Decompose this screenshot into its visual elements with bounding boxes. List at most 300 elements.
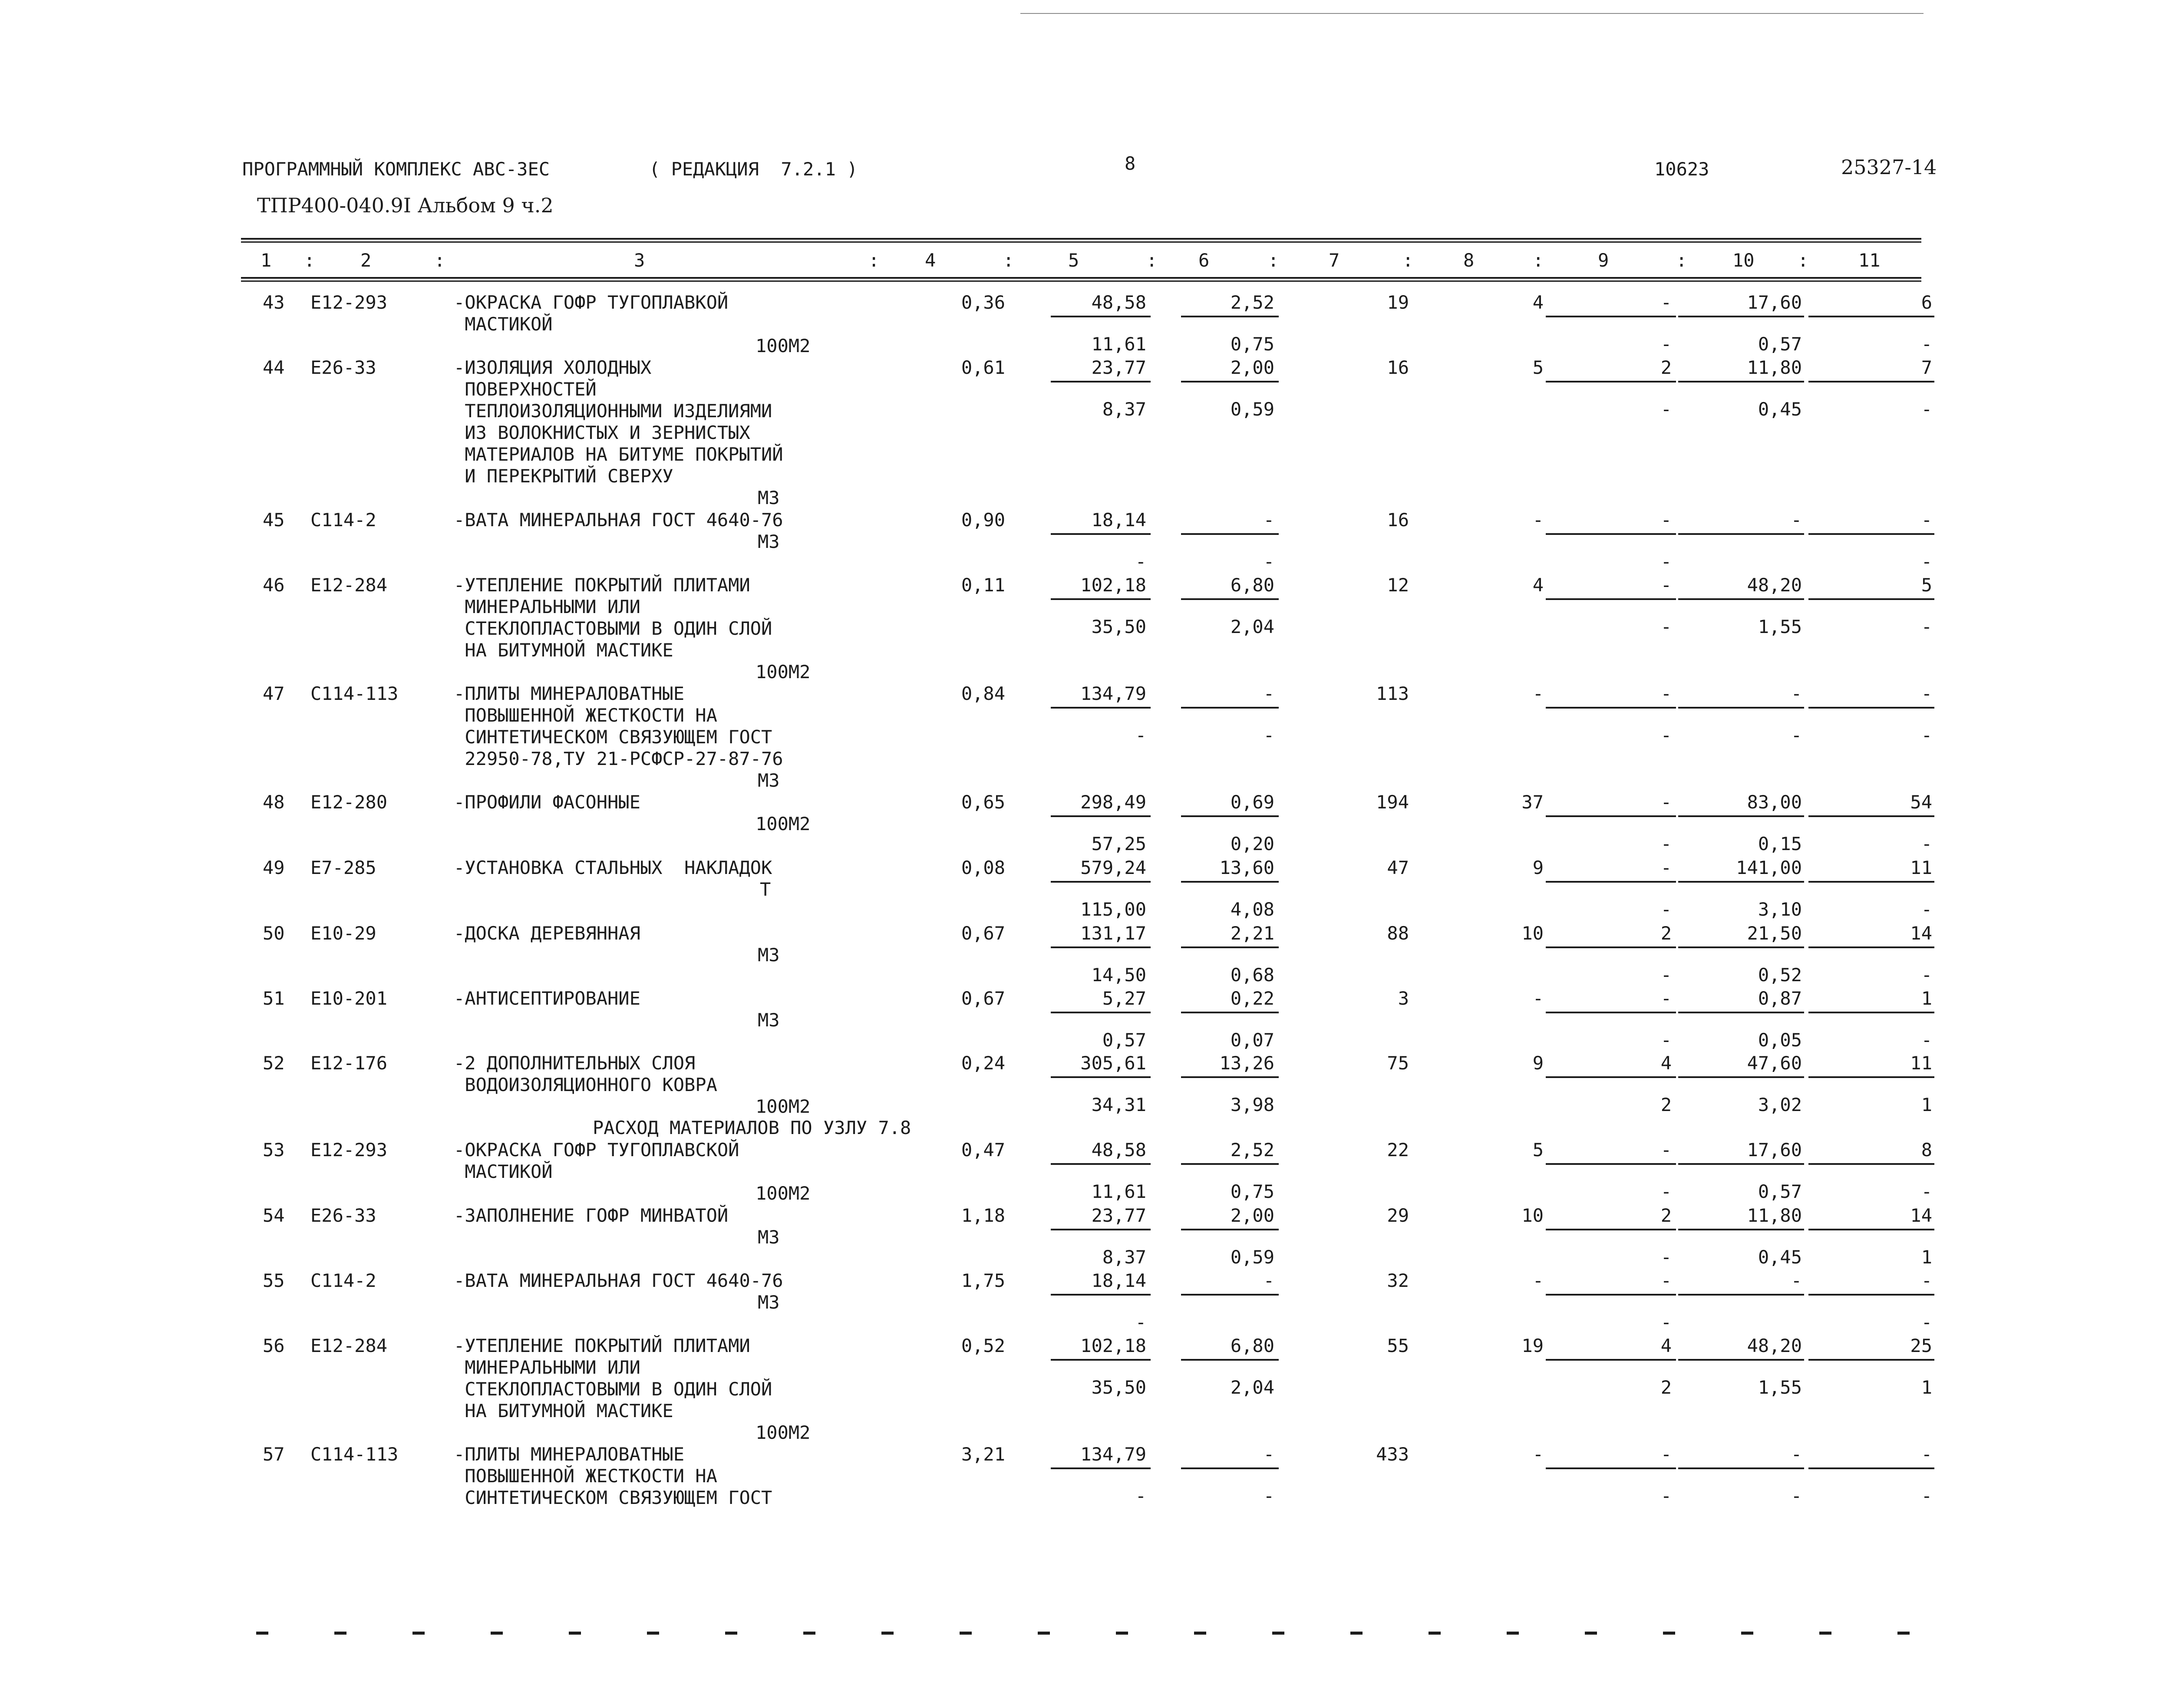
unit-cost-machines: 0,69	[1230, 791, 1274, 813]
total-machines: -	[1660, 857, 1672, 878]
program-name: ПРОГРАММНЫЙ КОМПЛЕКС АВС-3ЕС	[242, 158, 550, 180]
labor-machine-total: -	[1921, 1181, 1932, 1202]
work-description: ИЗ ВОЛОКНИСТЫХ И ЗЕРНИСТЫХ	[454, 422, 750, 443]
labor-machine-total: -	[1921, 616, 1932, 637]
row-number: 49	[263, 857, 285, 878]
total-wages: 37	[1521, 791, 1544, 813]
total-cost: 3	[1398, 988, 1409, 1009]
total-wages: 5	[1532, 1139, 1544, 1161]
total-wages: 10	[1521, 1205, 1544, 1226]
unit-wages: 11,61	[1091, 1181, 1146, 1202]
value-rule	[1181, 1359, 1279, 1361]
norm-code: С114-113	[310, 1444, 399, 1465]
unit-cost-machines: 2,21	[1230, 923, 1274, 944]
column-number-8: 8	[1463, 250, 1475, 271]
value-rule	[1546, 533, 1676, 535]
unit-of-measure: 100М2	[756, 661, 811, 683]
unit-cost-total: 134,79	[1080, 1444, 1146, 1465]
column-number-3: 3	[634, 250, 645, 271]
total-machines: -	[1660, 1270, 1672, 1291]
row-number: 43	[263, 292, 285, 313]
unit-wages: 35,50	[1091, 1377, 1146, 1398]
value-rule	[1808, 815, 1934, 817]
unit-cost-machines: 2,00	[1230, 357, 1274, 378]
machine-wages-total: -	[1660, 1181, 1672, 1202]
labor-total: 25	[1910, 1335, 1932, 1356]
dash-mark	[1585, 1632, 1597, 1635]
dash-mark	[1429, 1632, 1441, 1635]
total-wages: -	[1532, 988, 1544, 1009]
unit-cost-total: 102,18	[1080, 574, 1146, 596]
value-rule	[1808, 1076, 1934, 1078]
value-rule	[1546, 881, 1676, 883]
unit-machine-wages: 0,07	[1230, 1029, 1274, 1051]
header-rule-top	[241, 238, 1921, 240]
total-machines: -	[1660, 292, 1672, 313]
labor-total: 14	[1910, 923, 1932, 944]
value-rule	[1546, 707, 1676, 709]
quantity: 0,65	[961, 791, 1005, 813]
total-machines: 4	[1660, 1052, 1672, 1074]
machine-wages-total: -	[1660, 399, 1672, 420]
unit-of-measure: М3	[758, 531, 780, 552]
value-rule	[1546, 1294, 1676, 1296]
unit-of-measure: М3	[758, 1227, 780, 1248]
unit-wages: 8,37	[1102, 399, 1146, 420]
value-rule	[1808, 1229, 1934, 1230]
value-rule	[1546, 1163, 1676, 1165]
total-wages: -	[1532, 509, 1544, 531]
unit-machine-wages: -	[1263, 551, 1274, 572]
unit-cost-total: 48,58	[1091, 1139, 1146, 1161]
value-rule	[1181, 533, 1279, 535]
row-number: 55	[263, 1270, 285, 1291]
column-number-11: 11	[1858, 250, 1881, 271]
value-rule	[1808, 1012, 1934, 1013]
header-rule-bottom	[241, 277, 1921, 279]
total-wages: 4	[1532, 574, 1544, 596]
labor-machine-unit: -	[1791, 1485, 1802, 1507]
work-description: -ПЛИТЫ МИНЕРАЛОВАТНЫЕ	[454, 683, 685, 704]
unit-machine-wages: 0,75	[1230, 333, 1274, 355]
total-cost: 29	[1387, 1205, 1409, 1226]
labor-total: -	[1921, 683, 1932, 704]
work-description: -ВАТА МИНЕРАЛЬНАЯ ГОСТ 4640-76	[454, 509, 783, 531]
unit-cost-total: 579,24	[1080, 857, 1146, 878]
quantity: 0,67	[961, 923, 1005, 944]
row-number: 48	[263, 791, 285, 813]
labor-machine-total: -	[1921, 399, 1932, 420]
page-number: 8	[1125, 153, 1136, 174]
unit-wages: -	[1135, 551, 1146, 572]
value-rule	[1678, 533, 1804, 535]
dash-mark	[725, 1632, 737, 1635]
norm-code: Е26-33	[310, 1205, 376, 1226]
labor-machine-total: -	[1921, 833, 1932, 854]
norm-code: Е7-285	[310, 857, 376, 878]
norm-code: Е26-33	[310, 357, 376, 378]
value-rule	[1051, 815, 1151, 817]
labor-machine-unit: 3,02	[1758, 1094, 1802, 1115]
value-rule	[1678, 1294, 1804, 1296]
labor-total: 8	[1921, 1139, 1932, 1161]
unit-machine-wages: 0,20	[1230, 833, 1274, 854]
work-description: -ПРОФИЛИ ФАСОННЫЕ	[454, 791, 640, 813]
quantity: 3,21	[961, 1444, 1005, 1465]
labor-unit: -	[1791, 1444, 1802, 1465]
labor-machine-total: -	[1921, 1312, 1932, 1333]
labor-machine-unit: 1,55	[1758, 616, 1802, 637]
row-number: 57	[263, 1444, 285, 1465]
unit-wages: 115,00	[1080, 899, 1146, 920]
value-rule	[1546, 1229, 1676, 1230]
unit-cost-total: 134,79	[1080, 683, 1146, 704]
column-number-5: 5	[1068, 250, 1079, 271]
column-separator: :	[304, 250, 315, 271]
unit-wages: 34,31	[1091, 1094, 1146, 1115]
column-number-9: 9	[1598, 250, 1609, 271]
total-cost: 433	[1376, 1444, 1409, 1465]
work-description: МАТЕРИАЛОВ НА БИТУМЕ ПОКРЫТИЙ	[454, 444, 783, 465]
row-number: 45	[263, 509, 285, 531]
total-machines: -	[1660, 791, 1672, 813]
work-description: -ИЗОЛЯЦИЯ ХОЛОДНЫХ	[454, 357, 652, 378]
value-rule	[1808, 1163, 1934, 1165]
unit-wages: 35,50	[1091, 616, 1146, 637]
total-machines: 2	[1660, 1205, 1672, 1226]
value-rule	[1051, 533, 1151, 535]
total-cost: 75	[1387, 1052, 1409, 1074]
unit-of-measure: М3	[758, 1009, 780, 1031]
unit-of-measure: 100М2	[756, 1422, 811, 1443]
row-number: 51	[263, 988, 285, 1009]
labor-machine-unit: 0,15	[1758, 833, 1802, 854]
labor-machine-unit: 1,55	[1758, 1377, 1802, 1398]
total-machines: -	[1660, 683, 1672, 704]
value-rule	[1181, 1467, 1279, 1469]
labor-total: -	[1921, 1444, 1932, 1465]
unit-machine-wages: -	[1263, 725, 1274, 746]
value-rule	[1808, 1467, 1934, 1469]
value-rule	[1051, 1467, 1151, 1469]
value-rule	[1546, 1076, 1676, 1078]
unit-machine-wages: 2,04	[1230, 616, 1274, 637]
quantity: 0,84	[961, 683, 1005, 704]
value-rule	[1808, 881, 1934, 883]
dash-mark	[1819, 1632, 1831, 1635]
machine-wages-total: -	[1660, 1246, 1672, 1268]
total-cost: 19	[1387, 292, 1409, 313]
column-separator: :	[434, 250, 445, 271]
quantity: 0,47	[961, 1139, 1005, 1161]
value-rule	[1808, 598, 1934, 600]
unit-wages: -	[1135, 1485, 1146, 1507]
value-rule	[1678, 1012, 1804, 1013]
value-rule	[1051, 598, 1151, 600]
column-separator: :	[1533, 250, 1544, 271]
unit-cost-total: 18,14	[1091, 509, 1146, 531]
dash-mark	[412, 1632, 425, 1635]
value-rule	[1181, 1012, 1279, 1013]
value-rule	[1808, 533, 1934, 535]
value-rule	[1678, 881, 1804, 883]
value-rule	[1181, 815, 1279, 817]
labor-unit: 141,00	[1736, 857, 1802, 878]
labor-total: 54	[1910, 791, 1932, 813]
labor-unit: -	[1791, 683, 1802, 704]
unit-of-measure: 100М2	[756, 1183, 811, 1204]
work-description: МИНЕРАЛЬНЫМИ ИЛИ	[454, 1357, 640, 1378]
labor-machine-total: -	[1921, 1485, 1932, 1507]
quantity: 0,24	[961, 1052, 1005, 1074]
labor-total: 6	[1921, 292, 1932, 313]
value-rule	[1051, 946, 1151, 948]
value-rule	[1678, 1467, 1804, 1469]
labor-unit: 21,50	[1747, 923, 1802, 944]
unit-cost-machines: 6,80	[1230, 1335, 1274, 1356]
work-description: -УТЕПЛЕНИЕ ПОКРЫТИЙ ПЛИТАМИ	[454, 574, 750, 596]
row-number: 52	[263, 1052, 285, 1074]
unit-machine-wages: -	[1263, 1485, 1274, 1507]
total-machines: 4	[1660, 1335, 1672, 1356]
unit-cost-machines: -	[1263, 1444, 1274, 1465]
column-number-4: 4	[925, 250, 936, 271]
dash-mark	[256, 1632, 268, 1635]
dash-mark	[569, 1632, 581, 1635]
value-rule	[1546, 815, 1676, 817]
work-description: ПОВЫШЕННОЙ ЖЕСТКОСТИ НА	[454, 1465, 717, 1487]
unit-cost-total: 18,14	[1091, 1270, 1146, 1291]
unit-cost-total: 48,58	[1091, 292, 1146, 313]
unit-cost-machines: 13,26	[1219, 1052, 1274, 1074]
work-description: -АНТИСЕПТИРОВАНИЕ	[454, 988, 640, 1009]
value-rule	[1181, 1163, 1279, 1165]
work-description: СИНТЕТИЧЕСКОМ СВЯЗУЮЩЕМ ГОСТ	[454, 1487, 772, 1508]
total-cost: 113	[1376, 683, 1409, 704]
machine-wages-total: -	[1660, 899, 1672, 920]
total-machines: -	[1660, 1139, 1672, 1161]
norm-code: Е12-280	[310, 791, 388, 813]
unit-machine-wages: 0,59	[1230, 399, 1274, 420]
value-rule	[1051, 1359, 1151, 1361]
column-separator: :	[1146, 250, 1158, 271]
machine-wages-total: -	[1660, 1029, 1672, 1051]
work-description: ПОВЫШЕННОЙ ЖЕСТКОСТИ НА	[454, 705, 717, 726]
unit-of-measure: Т	[760, 879, 771, 900]
unit-cost-total: 23,77	[1091, 357, 1146, 378]
total-machines: 2	[1660, 923, 1672, 944]
value-rule	[1546, 598, 1676, 600]
row-number: 47	[263, 683, 285, 704]
total-machines: -	[1660, 509, 1672, 531]
value-rule	[1678, 707, 1804, 709]
labor-unit: 83,00	[1747, 791, 1802, 813]
value-rule	[1181, 881, 1279, 883]
quantity: 0,52	[961, 1335, 1005, 1356]
value-rule	[1808, 381, 1934, 382]
labor-machine-unit: 0,45	[1758, 1246, 1802, 1268]
dash-mark	[1507, 1632, 1519, 1635]
labor-unit: -	[1791, 509, 1802, 531]
dash-mark	[334, 1632, 346, 1635]
norm-code: Е12-284	[310, 574, 388, 596]
work-description: МИНЕРАЛЬНЫМИ ИЛИ	[454, 596, 640, 617]
unit-machine-wages: 0,75	[1230, 1181, 1274, 1202]
row-number: 56	[263, 1335, 285, 1356]
work-description: ВОДОИЗОЛЯЦИОННОГО КОВРА	[454, 1074, 717, 1095]
total-cost: 194	[1376, 791, 1409, 813]
value-rule	[1678, 946, 1804, 948]
dash-mark	[1663, 1632, 1675, 1635]
work-description: СИНТЕТИЧЕСКОМ СВЯЗУЮЩЕМ ГОСТ	[454, 726, 772, 748]
quantity: 0,90	[961, 509, 1005, 531]
dash-mark	[491, 1632, 503, 1635]
total-wages: 5	[1532, 357, 1544, 378]
unit-cost-machines: 13,60	[1219, 857, 1274, 878]
total-cost: 16	[1387, 357, 1409, 378]
labor-total: -	[1921, 509, 1932, 531]
machine-wages-total: -	[1660, 551, 1672, 572]
unit-of-measure: М3	[758, 770, 780, 791]
dash-mark	[1116, 1632, 1128, 1635]
column-separator: :	[1003, 250, 1014, 271]
work-description: ТЕПЛОИЗОЛЯЦИОННЫМИ ИЗДЕЛИЯМИ	[454, 400, 772, 422]
norm-code: Е10-29	[310, 923, 376, 944]
unit-cost-total: 131,17	[1080, 923, 1146, 944]
labor-total: 7	[1921, 357, 1932, 378]
total-wages: 19	[1521, 1335, 1544, 1356]
value-rule	[1051, 1229, 1151, 1230]
value-rule	[1181, 381, 1279, 382]
work-description: -УТЕПЛЕНИЕ ПОКРЫТИЙ ПЛИТАМИ	[454, 1335, 750, 1356]
labor-machine-unit: 3,10	[1758, 899, 1802, 920]
labor-machine-total: -	[1921, 551, 1932, 572]
total-wages: -	[1532, 1270, 1544, 1291]
labor-unit: 11,80	[1747, 1205, 1802, 1226]
value-rule	[1678, 316, 1804, 317]
machine-wages-total: 2	[1660, 1094, 1672, 1115]
value-rule	[1051, 1163, 1151, 1165]
work-description: -УСТАНОВКА СТАЛЬНЫХ НАКЛАДОК	[454, 857, 772, 878]
total-machines: -	[1660, 574, 1672, 596]
work-description: СТЕКЛОПЛАСТОВЫМИ В ОДИН СЛОЙ	[454, 1378, 772, 1400]
labor-machine-unit: 0,57	[1758, 1181, 1802, 1202]
total-machines: -	[1660, 988, 1672, 1009]
unit-cost-machines: 2,52	[1230, 1139, 1274, 1161]
row-number: 54	[263, 1205, 285, 1226]
total-wages: 10	[1521, 923, 1544, 944]
unit-wages: 14,50	[1091, 964, 1146, 986]
work-description: 22950-78,ТУ 21-РСФСР-27-87-76	[454, 748, 783, 769]
total-wages: -	[1532, 1444, 1544, 1465]
work-description: -2 ДОПОЛНИТЕЛЬНЫХ СЛОЯ	[454, 1052, 696, 1074]
norm-code: Е12-293	[310, 1139, 388, 1161]
value-rule	[1678, 1359, 1804, 1361]
value-rule	[1678, 815, 1804, 817]
total-cost: 88	[1387, 923, 1409, 944]
work-description: СТЕКЛОПЛАСТОВЫМИ В ОДИН СЛОЙ	[454, 618, 772, 639]
album-title: ТПР400-040.9I Альбом 9 ч.2	[257, 194, 554, 217]
value-rule	[1546, 1012, 1676, 1013]
value-rule	[1546, 1359, 1676, 1361]
labor-total: 11	[1910, 857, 1932, 878]
quantity: 0,08	[961, 857, 1005, 878]
unit-wages: 11,61	[1091, 333, 1146, 355]
dash-mark	[1741, 1632, 1753, 1635]
value-rule	[1678, 1163, 1804, 1165]
value-rule	[1808, 707, 1934, 709]
column-number-7: 7	[1329, 250, 1340, 271]
row-number: 46	[263, 574, 285, 596]
dash-mark	[1038, 1632, 1050, 1635]
row-number: 44	[263, 357, 285, 378]
total-cost: 47	[1387, 857, 1409, 878]
unit-machine-wages: 2,04	[1230, 1377, 1274, 1398]
column-number-6: 6	[1198, 250, 1210, 271]
unit-cost-machines: -	[1263, 1270, 1274, 1291]
labor-machine-total: -	[1921, 333, 1932, 355]
value-rule	[1181, 707, 1279, 709]
labor-unit: 0,87	[1758, 988, 1802, 1009]
total-wages: -	[1532, 683, 1544, 704]
column-number-10: 10	[1732, 250, 1755, 271]
total-wages: 9	[1532, 857, 1544, 878]
unit-cost-machines: 2,52	[1230, 292, 1274, 313]
unit-cost-machines: 0,22	[1230, 988, 1274, 1009]
norm-code: С114-2	[310, 1270, 376, 1291]
norm-code: С114-2	[310, 509, 376, 531]
archive-stamp: 25327-14	[1841, 155, 1937, 179]
column-separator: :	[1676, 250, 1687, 271]
unit-cost-total: 102,18	[1080, 1335, 1146, 1356]
labor-machine-total: -	[1921, 899, 1932, 920]
value-rule	[1181, 1294, 1279, 1296]
labor-machine-total: 1	[1921, 1094, 1932, 1115]
value-rule	[1678, 1076, 1804, 1078]
labor-machine-total: -	[1921, 964, 1932, 986]
unit-cost-total: 305,61	[1080, 1052, 1146, 1074]
column-number-2: 2	[360, 250, 372, 271]
unit-machine-wages: 0,59	[1230, 1246, 1274, 1268]
total-wages: 4	[1532, 292, 1544, 313]
row-number: 50	[263, 923, 285, 944]
norm-code: Е12-176	[310, 1052, 388, 1074]
document-code: 10623	[1654, 158, 1709, 180]
labor-machine-unit: 0,05	[1758, 1029, 1802, 1051]
quantity: 0,36	[961, 292, 1005, 313]
dash-mark	[647, 1632, 659, 1635]
value-rule	[1051, 381, 1151, 382]
norm-code: Е10-201	[310, 988, 388, 1009]
labor-machine-total: 1	[1921, 1377, 1932, 1398]
column-number-1: 1	[261, 250, 272, 271]
dash-mark	[881, 1632, 894, 1635]
labor-unit: -	[1791, 1270, 1802, 1291]
norm-code: Е12-284	[310, 1335, 388, 1356]
work-description: -ОКРАСКА ГОФР ТУГОПЛАВКОЙ	[454, 292, 729, 313]
labor-total: 5	[1921, 574, 1932, 596]
work-description: ПОВЕРХНОСТЕЙ	[454, 379, 597, 400]
header-rule-bottom2	[241, 280, 1921, 282]
total-cost: 22	[1387, 1139, 1409, 1161]
value-rule	[1051, 1012, 1151, 1013]
labor-machine-unit: 0,57	[1758, 333, 1802, 355]
quantity: 1,75	[961, 1270, 1005, 1291]
value-rule	[1181, 316, 1279, 317]
labor-machine-total: -	[1921, 1029, 1932, 1051]
header-rule-top2	[241, 241, 1921, 243]
labor-unit: 11,80	[1747, 357, 1802, 378]
